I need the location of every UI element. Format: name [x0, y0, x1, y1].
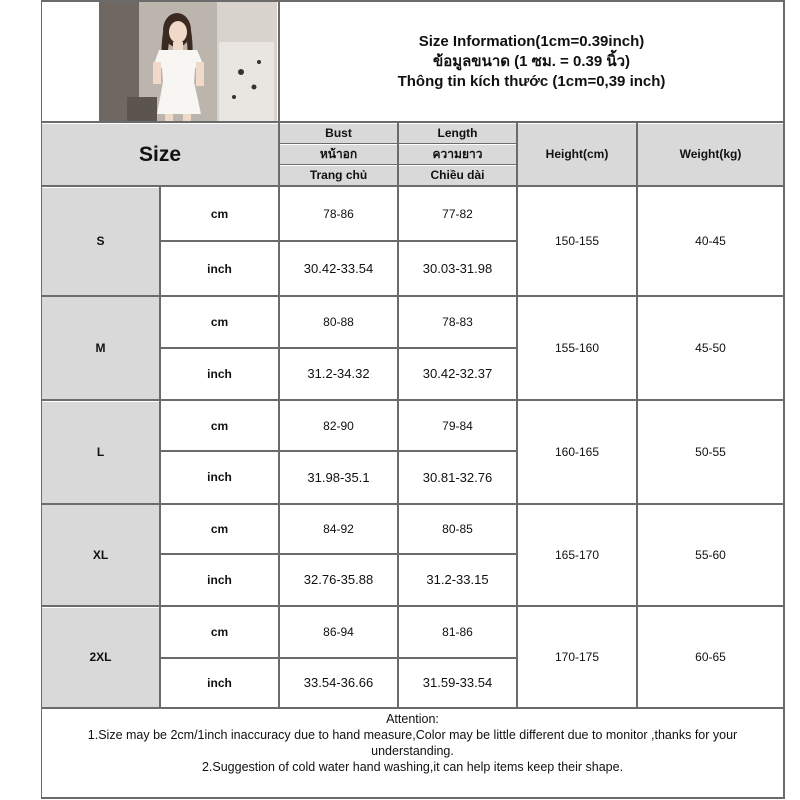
length-header-en: Length — [399, 124, 516, 143]
height-2xl: 170-175 — [554, 650, 600, 665]
grid-line — [397, 121, 399, 709]
length-header-th: ความยาว — [399, 145, 516, 164]
unit-inch-s: inch — [207, 261, 232, 276]
grid-line — [159, 657, 518, 659]
grid-line — [783, 0, 785, 799]
length-inch-l: 30.81-32.76 — [422, 469, 493, 485]
length-inch-m: 30.42-32.37 — [422, 366, 493, 382]
size-label-s: S — [42, 188, 159, 295]
bust-cm-2xl: 86-94 — [323, 625, 354, 640]
attention-title: Attention: — [386, 712, 439, 726]
grid-line — [159, 185, 161, 709]
bust-inch-xl: 32.76-35.88 — [303, 572, 374, 588]
bust-header-en: Bust — [280, 124, 397, 143]
unit-inch-l: inch — [207, 470, 232, 485]
grid-line — [159, 347, 518, 349]
size-label-2xl: 2XL — [42, 608, 159, 707]
bust-header-vi: Trang chủ — [280, 166, 397, 185]
length-inch-xl: 31.2-33.15 — [426, 572, 489, 588]
grid-line — [159, 240, 518, 242]
bust-cm-m: 80-88 — [323, 314, 354, 329]
height-header: Height(cm) — [518, 124, 636, 185]
attention-notes — [42, 709, 783, 797]
unit-cm-s: cm — [210, 206, 229, 221]
header-line-th: ข้อมูลขนาด (1 ซม. = 0.39 นิ้ว) — [432, 52, 631, 70]
bust-inch-s: 30.42-33.54 — [303, 261, 374, 277]
size-info-header — [280, 2, 783, 121]
grid-line — [41, 503, 785, 505]
grid-line — [41, 0, 785, 2]
weight-xl: 55-60 — [695, 547, 726, 562]
height-s: 150-155 — [554, 234, 600, 249]
grid-line — [41, 605, 785, 607]
grid-line — [278, 0, 280, 709]
size-label-m: M — [42, 297, 159, 399]
bust-inch-2xl: 33.54-36.66 — [303, 675, 374, 691]
grid-line — [636, 121, 638, 709]
bust-cm-l: 82-90 — [323, 418, 354, 433]
bust-header-th: หน้าอก — [280, 145, 397, 164]
weight-header: Weight(kg) — [638, 124, 783, 185]
size-label-xl: XL — [42, 505, 159, 605]
unit-cm-2xl: cm — [210, 625, 229, 640]
height-l: 160-165 — [554, 445, 600, 460]
length-header-vi: Chiều dài — [399, 166, 516, 185]
length-cm-xl: 80-85 — [442, 521, 473, 536]
grid-line — [41, 797, 785, 799]
attention-note-1: 1.Size may be 2cm/1inch inaccuracy due to hand measure,Color may be little different due to monitor ,thanks for your understanding. — [87, 728, 738, 758]
length-cm-s: 77-82 — [442, 206, 473, 221]
unit-inch-2xl: inch — [207, 675, 232, 690]
grid-line — [41, 0, 42, 799]
bust-cm-xl: 84-92 — [323, 521, 354, 536]
grid-line — [159, 450, 518, 452]
bust-inch-m: 31.2-34.32 — [307, 366, 370, 382]
length-cm-m: 78-83 — [442, 314, 473, 329]
bust-inch-l: 31.98-35.1 — [307, 469, 370, 485]
grid-line — [41, 399, 785, 401]
weight-l: 50-55 — [695, 445, 726, 460]
header-line-vi: Thông tin kích thước (1cm=0,39 inch) — [397, 72, 666, 90]
unit-inch-m: inch — [207, 366, 232, 381]
grid-line — [516, 121, 518, 709]
size-label-l: L — [42, 402, 159, 503]
grid-line — [41, 295, 785, 297]
grid-line — [41, 121, 785, 123]
model-photo-illustration — [99, 2, 277, 121]
weight-2xl: 60-65 — [695, 650, 726, 665]
header-line-en: Size Information(1cm=0.39inch) — [418, 32, 645, 50]
grid-line — [159, 553, 518, 555]
height-xl: 165-170 — [554, 547, 600, 562]
grid-line — [41, 185, 785, 187]
unit-cm-l: cm — [210, 418, 229, 433]
weight-m: 45-50 — [695, 340, 726, 355]
product-photo — [99, 2, 277, 121]
length-inch-2xl: 31.59-33.54 — [422, 675, 493, 691]
size-column-header: Size — [42, 124, 278, 185]
attention-note-2: 2.Suggestion of cold water hand washing,it can help items keep their shape. — [201, 760, 624, 774]
unit-cm-xl: cm — [210, 521, 229, 536]
length-inch-s: 30.03-31.98 — [422, 261, 493, 277]
unit-cm-m: cm — [210, 314, 229, 329]
weight-s: 40-45 — [695, 234, 726, 249]
bust-cm-s: 78-86 — [323, 206, 354, 221]
height-m: 155-160 — [554, 340, 600, 355]
length-cm-l: 79-84 — [442, 418, 473, 433]
unit-inch-xl: inch — [207, 572, 232, 587]
length-cm-2xl: 81-86 — [442, 625, 473, 640]
